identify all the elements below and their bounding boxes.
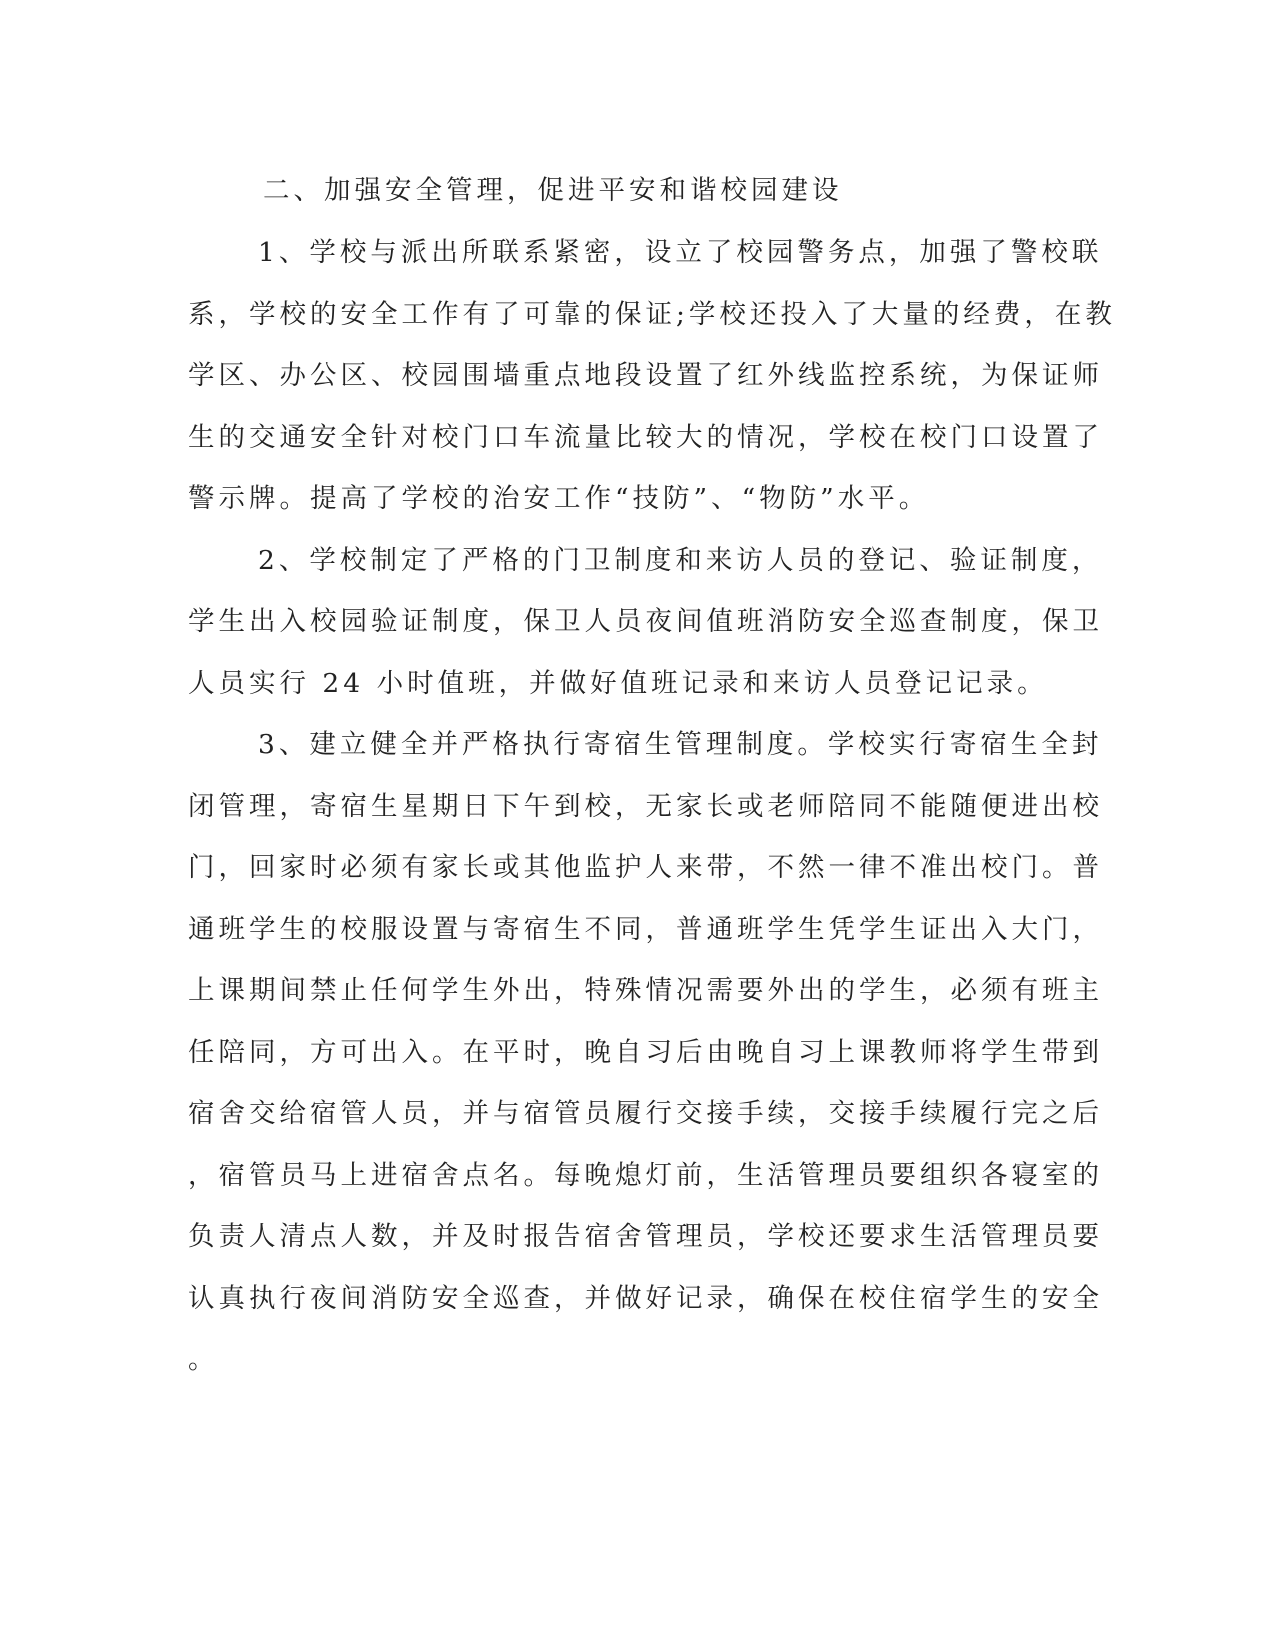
paragraph-line: 闭管理，寄宿生星期日下午到校，无家长或老师陪同不能随便进出校 xyxy=(188,790,1103,822)
paragraph-1 xyxy=(188,222,1116,530)
paragraph-line: 生的交通安全针对校门口车流量比较大的情况，学校在校门口设置了 xyxy=(188,421,1103,453)
document-body xyxy=(188,160,1116,1391)
paragraph-2 xyxy=(188,530,1103,715)
paragraph-line: 学生出入校园验证制度，保卫人员夜间值班消防安全巡查制度，保卫 xyxy=(188,606,1103,637)
paragraph-line: 认真执行夜间消防安全巡查，并做好记录，确保在校住宿学生的安全 xyxy=(188,1282,1103,1314)
paragraph-line: ，宿管员马上进宿舍点名。每晚熄灯前，生活管理员要组织各寝室的 xyxy=(188,1159,1103,1191)
paragraph-3 xyxy=(188,714,1103,1391)
paragraph-line: 宿舍交给宿管人员，并与宿管员履行交接手续，交接手续履行完之后 xyxy=(188,1098,1103,1129)
paragraph-line: 1、学校与派出所联系紧密，设立了校园警务点，加强了警校联 xyxy=(258,237,1103,268)
paragraph-line: 警示牌。提高了学校的治安工作“技防”、“物防”水平。 xyxy=(188,483,930,514)
paragraph-line: 。 xyxy=(188,1344,219,1375)
paragraph-line: 通班学生的校服设置与寄宿生不同，普通班学生凭学生证出入大门， xyxy=(188,913,1103,945)
paragraph-line: 上课期间禁止任何学生外出，特殊情况需要外出的学生，必须有班主 xyxy=(188,975,1103,1006)
paragraph-line: 学区、办公区、校园围墙重点地段设置了红外线监控系统，为保证师 xyxy=(188,360,1103,391)
paragraph-line: 任陪同，方可出入。在平时，晚自习后由晚自习上课教师将学生带到 xyxy=(188,1036,1103,1068)
section-heading: 二、加强安全管理，促进平安和谐校园建设 xyxy=(263,175,843,206)
paragraph-line: 门，回家时必须有家长或其他监护人来带，不然一律不准出校门。普 xyxy=(188,852,1103,883)
paragraph-line: 负责人清点人数，并及时报告宿舍管理员，学校还要求生活管理员要 xyxy=(188,1221,1103,1252)
paragraph-line: 3、建立健全并严格执行寄宿生管理制度。学校实行寄宿生全封 xyxy=(258,729,1103,760)
paragraph-line: 人员实行 24 小时值班，并做好值班记录和来访人员登记记录。 xyxy=(188,667,1048,699)
paragraph-line: 2、学校制定了严格的门卫制度和来访人员的登记、验证制度， xyxy=(258,544,1103,576)
paragraph-line: 系，学校的安全工作有了可靠的保证;学校还投入了大量的经费，在教 xyxy=(188,298,1116,330)
